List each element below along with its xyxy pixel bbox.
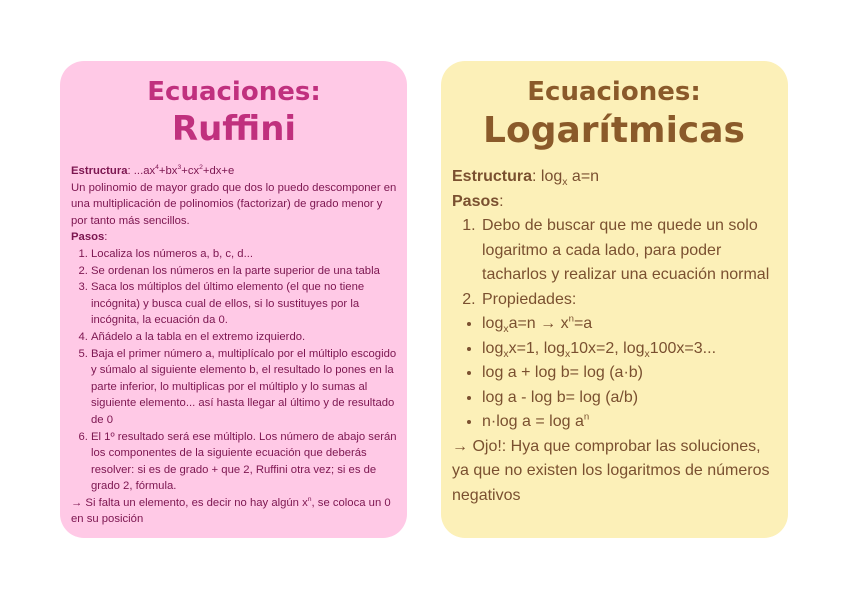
ruffini-structure-sep: : xyxy=(127,165,134,177)
log-steps-list xyxy=(452,214,776,312)
log-structure-rest: a=n xyxy=(567,168,600,185)
ruffini-steps-label: Pasos xyxy=(71,231,105,244)
log-structure-base: x xyxy=(562,177,568,189)
log-structure-log: log xyxy=(540,168,563,185)
ruffini-description: Un polinomio de mayor grado que dos lo puedo descomponer en una multiplicación de polinomios (factorizar) de grado menor y por tanto más sencillos. xyxy=(71,181,397,227)
prop-base: x xyxy=(503,348,509,360)
formula-exponent: 3 xyxy=(177,164,182,172)
ruffini-card xyxy=(60,61,407,538)
log-properties-list xyxy=(452,312,776,435)
prop-text: log xyxy=(482,315,504,332)
ruffini-step: 5. Baja el primer número a, multiplícalo por el múltiplo escogido y súmalo al siguiente elemento b, el resultado lo pones en la parte inferior, lo multiplicas por el múltiplo y lo sumas al siguiente elemento... así hasta llegar al último y de resultado de 0 xyxy=(91,346,397,429)
formula-part: +dx+e xyxy=(202,165,235,177)
ruffini-steps-heading xyxy=(71,229,397,246)
prop-text: 100x=3... xyxy=(649,339,717,357)
prop-text: log xyxy=(482,339,504,357)
log-property xyxy=(482,337,776,362)
log-body xyxy=(452,165,776,508)
prop-text: n·log a = log a xyxy=(482,413,584,430)
ruffini-step: 2. Se ordenan los números en la parte superior de una tabla xyxy=(91,263,397,280)
log-title-line2: Logarítmicas xyxy=(483,110,745,151)
prop-exponent: n xyxy=(583,411,590,423)
prop-text: =a xyxy=(573,315,593,332)
log-step: 1. Debo de buscar que me quede un solo logaritmo a cada lado, para poder tacharlos y realizar una ecuación normal xyxy=(480,214,776,288)
log-structure-sep: : xyxy=(532,168,541,185)
prop-text: a=n → x xyxy=(508,315,569,332)
logaritmicas-card xyxy=(441,61,788,538)
log-step: 2. Propiedades: xyxy=(480,288,776,313)
log-structure-label: Estructura xyxy=(452,168,533,185)
prop-exponent: n xyxy=(568,313,574,325)
ruffini-step: 1. Localiza los números a, b, c, d... xyxy=(91,246,397,263)
prop-text: 10x=2, log xyxy=(570,339,645,357)
formula-exponent: 4 xyxy=(155,164,159,172)
ruffini-step: 4. Añádelo a la tabla en el extremo izquierdo. xyxy=(91,329,397,346)
ruffini-body xyxy=(71,163,397,528)
prop-base: x xyxy=(565,348,571,360)
ruffini-steps-list xyxy=(71,246,397,495)
ruffini-note-exponent: n xyxy=(307,496,312,504)
ruffini-structure xyxy=(71,163,397,180)
formula-part: +bx xyxy=(158,165,178,177)
ruffini-step: 3. Saca los múltiplos del último elemento (el que no tiene incógnita) y busca cual de ellos, si lo sustituyes por la incógnita, la ecuación da 0. xyxy=(91,279,397,329)
formula-part: +cx xyxy=(181,165,200,177)
ruffini-note-text: → Si falta un elemento, es decir no hay algún x xyxy=(71,496,308,509)
ruffini-step: 6. El 1º resultado será ese múltiplo. Los número de abajo serán los componentes de la siguiente ecuación que deberás resolver: si es de grado + que 2, Ruffini otra vez; si es de grado 2, fórmula. xyxy=(91,429,397,495)
formula-exponent: 2 xyxy=(199,164,203,172)
ruffini-note-text-end: , se coloca un 0 en su posición xyxy=(71,496,391,526)
log-steps-sep: : xyxy=(499,192,504,210)
ruffini-note xyxy=(71,495,397,528)
ruffini-title-line2: Ruffini xyxy=(171,109,297,149)
ruffini-structure-formula xyxy=(134,165,235,177)
prop-base: x xyxy=(644,348,650,360)
ruffini-steps-sep: : xyxy=(104,231,108,244)
log-property: • log a + log b= log (a·b) xyxy=(482,361,776,386)
log-title-line1: Ecuaciones: xyxy=(527,77,701,107)
log-steps-heading xyxy=(452,190,776,215)
log-note: → Ojo!: Hya que comprobar las soluciones, ya que no existen los logaritmos de números negativos xyxy=(452,437,770,504)
log-steps-label: Pasos xyxy=(452,192,500,210)
log-property xyxy=(482,312,776,337)
ruffini-structure-label: Estructura xyxy=(71,165,128,177)
prop-text: x=1, log xyxy=(508,339,566,357)
log-property: • log a - log b= log (a/b) xyxy=(482,386,776,411)
log-structure xyxy=(452,165,776,190)
ruffini-title-line1: Ecuaciones: xyxy=(147,77,321,107)
prop-base: x xyxy=(503,324,509,336)
formula-part: ...ax xyxy=(133,165,156,177)
log-property xyxy=(482,410,776,435)
